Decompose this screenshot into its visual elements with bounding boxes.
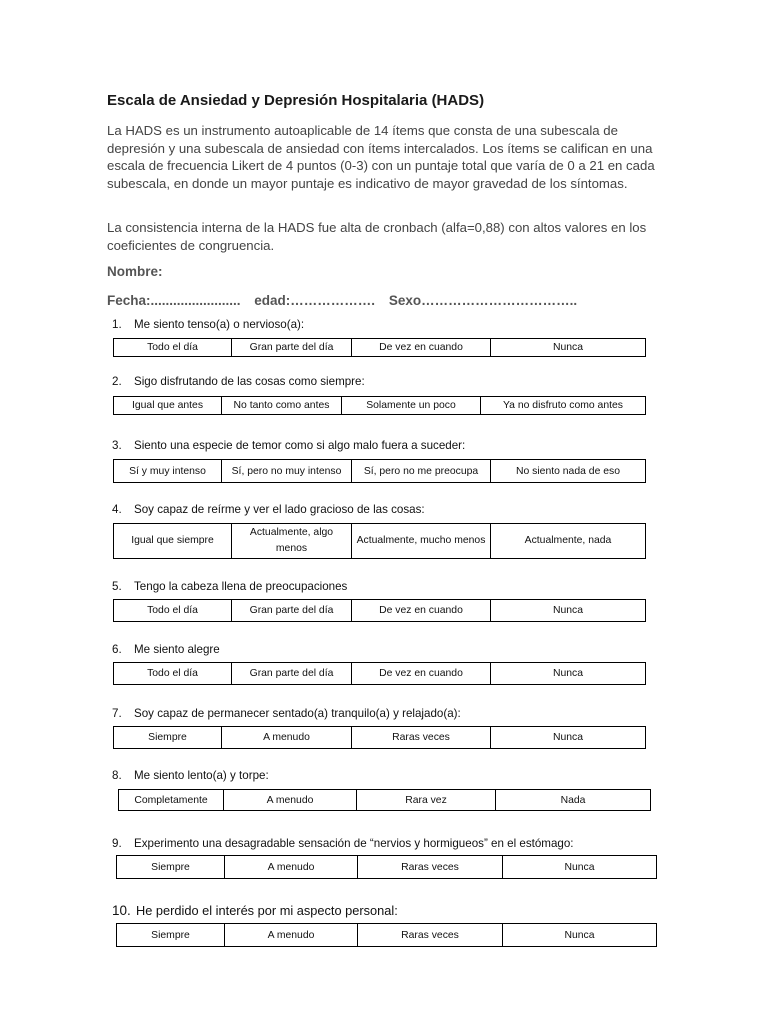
question-text: Tengo la cabeza llena de preocupaciones <box>134 580 348 593</box>
option-cell[interactable]: Gran parte del día <box>232 339 352 357</box>
option-cell[interactable]: Siempre <box>114 727 222 749</box>
question-8-options <box>118 789 651 811</box>
question-9-options <box>116 855 657 879</box>
option-cell[interactable]: Gran parte del día <box>232 600 352 622</box>
option-cell[interactable]: Sí y muy intenso <box>114 460 222 483</box>
option-cell[interactable]: Raras veces <box>358 856 503 879</box>
question-5 <box>112 580 347 593</box>
option-cell[interactable]: No tanto como antes <box>222 397 342 415</box>
question-9 <box>112 837 574 850</box>
option-cell[interactable]: Siempre <box>117 924 225 947</box>
question-6-options <box>113 662 646 685</box>
question-8 <box>112 769 269 782</box>
edad-label: edad:………………. <box>254 293 376 308</box>
option-cell[interactable]: Igual que siempre <box>114 524 232 559</box>
option-cell[interactable]: Todo el día <box>114 663 232 685</box>
question-text: Me siento lento(a) y torpe: <box>134 769 269 782</box>
question-7 <box>112 707 461 720</box>
option-cell[interactable]: Nunca <box>491 600 646 622</box>
option-cell[interactable]: Igual que antes <box>114 397 222 415</box>
question-text: He perdido el interés por mi aspecto personal: <box>136 903 398 918</box>
option-cell[interactable]: A menudo <box>224 790 357 811</box>
question-text: Siento una especie de temor como si algo malo fuera a suceder: <box>134 439 466 452</box>
option-cell[interactable]: A menudo <box>225 856 358 879</box>
question-text: Sigo disfrutando de las cosas como siempre: <box>134 375 365 388</box>
option-cell[interactable]: Nada <box>496 790 651 811</box>
question-4 <box>112 503 425 516</box>
option-cell[interactable]: Todo el día <box>114 339 232 357</box>
option-cell[interactable]: No siento nada de eso <box>491 460 646 483</box>
question-text: Soy capaz de permanecer sentado(a) tranquilo(a) y relajado(a): <box>134 707 461 720</box>
sexo-label: Sexo…………………………….. <box>388 293 578 308</box>
question-number: 2. <box>112 375 122 388</box>
document-title: Escala de Ansiedad y Depresión Hospitalaria (HADS) <box>107 92 485 109</box>
option-cell[interactable]: A menudo <box>225 924 358 947</box>
option-cell[interactable]: Completamente <box>119 790 224 811</box>
question-1-options <box>113 338 646 357</box>
intro-paragraph: La HADS es un instrumento autoaplicable de 14 ítems que consta de una subescala de depresión y una subescala de ansiedad con ítems intercalados. Los ítems se califican en una escala de frecuencia Likert de 4 puntos (0-3) con un puntaje total que varía de 0 a 21 en cada subescala, en donde un mayor puntaje es indicativo de mayor gravedad de los síntomas. <box>107 123 655 191</box>
option-cell[interactable]: Actualmente, nada <box>491 524 646 559</box>
consistency-paragraph: La consistencia interna de la HADS fue alta de cronbach (alfa=0,88) con altos valores en los coeficientes de congruencia. <box>107 220 647 253</box>
question-text: Soy capaz de reírme y ver el lado gracioso de las cosas: <box>134 503 425 516</box>
question-3 <box>112 439 465 452</box>
option-cell[interactable]: Actualmente, algo menos <box>232 524 352 559</box>
option-cell[interactable]: De vez en cuando <box>352 663 491 685</box>
option-cell[interactable]: Nunca <box>491 339 646 357</box>
question-10 <box>112 903 398 918</box>
question-7-options <box>113 726 646 749</box>
question-number: 3. <box>112 439 122 452</box>
question-number: 8. <box>112 769 122 782</box>
option-cell[interactable]: Raras veces <box>358 924 503 947</box>
question-1 <box>112 318 304 331</box>
option-cell[interactable]: Solamente un poco <box>342 397 481 415</box>
option-cell[interactable]: Gran parte del día <box>232 663 352 685</box>
option-cell[interactable]: Ya no disfruto como antes <box>481 397 646 415</box>
question-2-options <box>113 396 646 415</box>
question-3-options <box>113 459 646 483</box>
option-cell[interactable]: Sí, pero no muy intenso <box>222 460 352 483</box>
question-text: Me siento tenso(a) o nervioso(a): <box>134 318 305 331</box>
option-cell[interactable]: Nunca <box>503 924 657 947</box>
question-number: 4. <box>112 503 122 516</box>
option-cell[interactable]: Actualmente, mucho menos <box>352 524 491 559</box>
question-6 <box>112 643 220 656</box>
question-number: 7. <box>112 707 122 720</box>
question-number: 6. <box>112 643 122 656</box>
option-cell[interactable]: A menudo <box>222 727 352 749</box>
fecha-label: Fecha:........................ <box>107 293 241 308</box>
question-text: Me siento alegre <box>134 643 220 656</box>
option-cell[interactable]: Nunca <box>503 856 657 879</box>
nombre-label: Nombre: <box>107 264 163 279</box>
option-cell[interactable]: De vez en cuando <box>352 339 491 357</box>
question-4-options <box>113 523 646 559</box>
question-5-options <box>113 599 646 622</box>
option-cell[interactable]: Raras veces <box>352 727 491 749</box>
option-cell[interactable]: Siempre <box>117 856 225 879</box>
question-text: Experimento una desagradable sensación de “nervios y hormigueos” en el estómago: <box>134 837 574 850</box>
question-number: 9. <box>112 837 122 850</box>
fecha-edad-sexo-line[interactable] <box>107 293 587 308</box>
option-cell[interactable]: Nunca <box>491 663 646 685</box>
question-number: 10. <box>112 903 131 918</box>
question-number: 1. <box>112 318 122 331</box>
option-cell[interactable]: De vez en cuando <box>352 600 491 622</box>
question-2 <box>112 375 365 388</box>
option-cell[interactable]: Nunca <box>491 727 646 749</box>
option-cell[interactable]: Todo el día <box>114 600 232 622</box>
nombre-field[interactable] <box>107 264 163 279</box>
question-10-options <box>116 923 657 947</box>
option-cell[interactable]: Sí, pero no me preocupa <box>352 460 491 483</box>
question-number: 5. <box>112 580 122 593</box>
option-cell[interactable]: Rara vez <box>357 790 496 811</box>
